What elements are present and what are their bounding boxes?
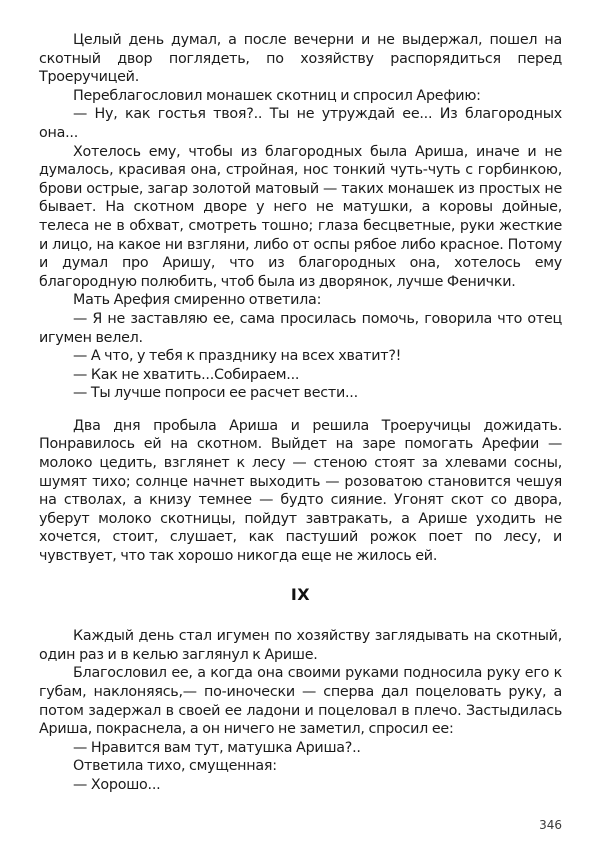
dialogue-line: — А что, у тебя к празднику на всех хватит?! — [73, 348, 402, 365]
page-number: 346 — [539, 818, 562, 833]
paragraph: Переблагословил монашек скотниц и спросил Арефию: — [73, 87, 481, 104]
paragraph: Мать Арефия смиренно ответила: — [73, 292, 322, 309]
dialogue-line: — Ты лучше попроси ее расчет вести... — [73, 385, 358, 402]
paragraph: Каждый день стал игумен по хозяйству заглядывать на скотный, один раз и в келью заглянул к Арише. — [39, 628, 562, 663]
page-text-block — [39, 31, 562, 795]
paragraph: Хотелось ему, чтобы из благородных была Ариша, иначе и не думалось, красивая она, стройная, нос тонкий чуть-чуть с горбинкою, брови острые, загар золотой матовый — таких монашек из простых не бывает. На скотном дворе у него не матушки, а коровы дойные, телеса не в обхват, смотреть тошно; глаза бесцветные, руки жесткие и лицо, на какое ни взгляни, либо от оспы рябое либо красное. Потому и думал про Аришу, что из благородных она, хотелось ему благородную полюбить, чтоб была из дворянок, лучше Фенички. — [39, 143, 562, 290]
dialogue-line: — Я не заставляю ее, сама просилась помочь, говорила что отец игумен велел. — [39, 310, 562, 346]
dialogue-line: — Ну, как гостья твоя?.. Ты не утруждай ее... Из благородных она... — [39, 106, 562, 141]
chapter-heading: IX — [290, 584, 311, 604]
paragraph: Ответила тихо, смущенная: — [73, 758, 277, 775]
dialogue-line: — Нравится вам тут, матушка Ариша?.. — [73, 739, 361, 756]
dialogue-line: — Как не хватить...Собираем... — [73, 366, 300, 383]
paragraph: Благословил ее, а когда она своими руками подносила руку его к губам, наклоняясь,— по-иночески — сперва дал поцеловать руку, а потом задержал в своей ее ладони и поцеловал в плечо. Застыдилась Ариша, покраснела, а он ничего не заметил, спросил ее: — [39, 665, 562, 738]
dialogue-line: — Хорошо... — [73, 776, 161, 793]
paragraph: Целый день думал, а после вечерни и не выдержал, пошел на скотный двор поглядеть, по хозяйству распорядиться перед Троеручицей. — [39, 32, 562, 86]
paragraph: Два дня пробыла Ариша и решила Троеручицы дожидать. Понравилось ей на скотном. Выйдет на заре помогать Арефии — молоко цедить, взглянет к лесу — стеною стоят за хлевами сосны, шумят тихо; солнце начнет выходить — розоватою становится чешуя на стволах, а книзу темнее — будто сияние. Угонят скот со двора, уберут молоко скотницы, пойдут завтракать, а Арише уходить не хочется, стоит, слушает, как пастуший рожок поет по лесу, и чувствует, что так хорошо никогда еще не жилось ей. — [39, 417, 562, 565]
